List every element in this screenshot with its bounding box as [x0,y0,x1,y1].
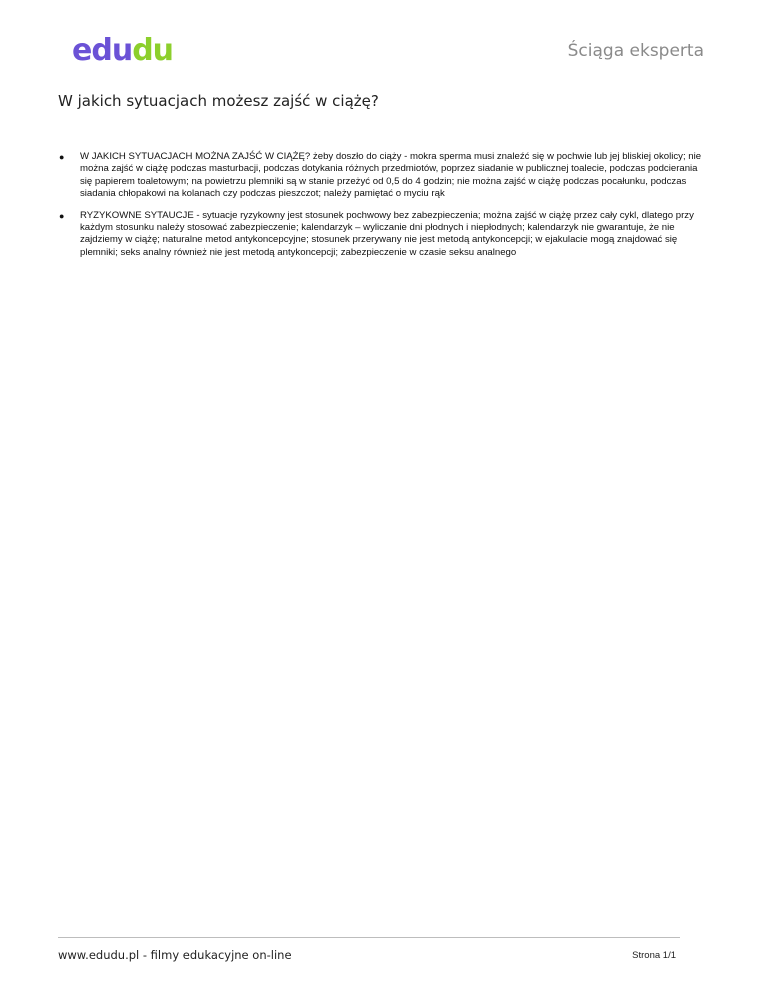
edudu-logo[interactable] [72,33,190,68]
bullet-icon: ● [59,210,65,221]
bullet-icon: ● [59,152,65,162]
logo-part-du: du [132,33,174,68]
footer-divider [58,937,680,938]
header-tagline: Ściąga eksperta [567,41,704,61]
list-item-text: RYZYKOWNE SYTAUCJE - sytuacje ryzykowny jest stosunek pochwowy bez zabezpieczenia; można zajść w ciążę przez cały cykl, dlatego przy każdym stosunku należy stosować zabezpieczenie; kalendarzyk – wyliczanie dni płodnych i niepłodnych; kalendarzyk nie gwarantuje, że nie zajdziemy w ciążę; naturalne metod antykoncepcyjne; stosunek przerywany nie jest metodą antykoncepcji; w ejakulacie mogą znajdować się plemniki; seks analny również nie jest metodą antykoncepcji; zabezpieczenie w czasie seksu analnego [80,209,694,258]
footer-site: www.edudu.pl - filmy edukacyjne on-line [58,948,292,962]
content-list [58,151,708,268]
footer-page-number: Strona 1/1 [632,950,676,961]
list-item [58,151,708,201]
page-title: W jakich sytuacjach możesz zajść w ciążę? [58,92,379,110]
logo-part-edu: edu [72,33,133,68]
list-item-text: W JAKICH SYTUACJACH MOŻNA ZAJŚĆ W CIĄŻĘ? żeby doszło do ciąży - mokra sperma musi znaleźć się w pochwie lub jej bliskiej okolicy; nie można zajść w ciążę podczas masturbacji, podczas dotykania różnych przedmiotów, poprzez siadanie w publicznej toalecie, podczas podcierania się papierem toaletowym; na powietrzu plemniki są w stanie przeżyć od 0,5 do 4 godzin; nie można zajść w ciążę podczas pocałunku, podczas siadania chłopakowi na kolanach czy podczas pieszczot; należy pamiętać o myciu rąk [80,151,702,200]
list-item [58,210,708,260]
logo-text [72,33,190,68]
